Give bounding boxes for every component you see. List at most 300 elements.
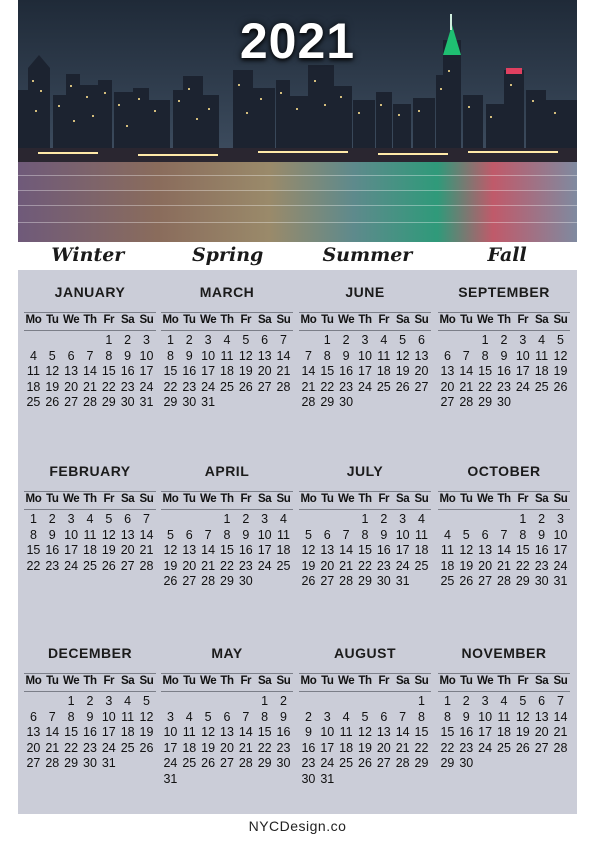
day-cell: 15	[163, 364, 178, 378]
day-cell: 4	[86, 512, 94, 526]
empty-cell	[180, 512, 199, 528]
weekday-label: Sa	[396, 314, 410, 326]
day-cell: 2	[462, 694, 470, 708]
month-name: JANUARY	[54, 284, 126, 300]
day-cell: 21	[83, 379, 97, 394]
weekday-label: Th	[358, 493, 372, 505]
day-cell: 3	[323, 709, 331, 724]
day-cell: 16	[238, 543, 253, 557]
day-cell: 6	[67, 348, 75, 363]
day-cell: 17	[257, 543, 272, 557]
day-grid	[24, 512, 156, 574]
weekday-label: Tu	[460, 493, 473, 505]
day-cell: 22	[358, 558, 372, 573]
day-cell: 15	[64, 725, 79, 739]
day-cell: 22	[26, 558, 41, 573]
weekday-label: Th	[220, 675, 234, 687]
day-cell: 31	[553, 574, 568, 588]
day-cell: 8	[261, 709, 269, 724]
day-cell: 6	[223, 709, 231, 724]
day-cell: 22	[478, 379, 493, 394]
weekday-label: Mo	[300, 675, 317, 687]
day-cell: 12	[45, 364, 60, 378]
weekday-label: Su	[414, 675, 429, 687]
day-cell: 18	[83, 543, 97, 557]
day-cell: 14	[201, 543, 216, 557]
weekday-label: Th	[83, 493, 97, 505]
day-cell: 15	[440, 725, 455, 739]
day-cell: 19	[101, 543, 116, 557]
day-cell: 1	[67, 694, 75, 708]
day-cell: 6	[481, 527, 489, 542]
day-cell: 2	[185, 333, 193, 347]
day-cell: 30	[497, 395, 511, 409]
day-grid	[299, 333, 431, 411]
day-cell: 2	[48, 512, 56, 526]
day-cell: 16	[339, 364, 354, 378]
day-cell: 16	[497, 364, 511, 378]
day-cell: 20	[220, 740, 234, 755]
day-cell: 3	[143, 333, 150, 347]
day-cell: 17	[395, 543, 410, 557]
month-block	[438, 282, 570, 411]
weekday-header	[24, 312, 156, 331]
day-cell: 21	[301, 379, 316, 394]
empty-cell	[374, 694, 393, 710]
day-cell: 27	[257, 379, 272, 394]
month-name: AUGUST	[333, 645, 397, 661]
day-cell: 4	[124, 694, 132, 708]
day-cell: 14	[238, 725, 253, 739]
day-cell: 18	[182, 740, 197, 755]
day-cell: 8	[29, 527, 37, 542]
day-cell: 2	[86, 694, 94, 708]
weekday-label: Su	[414, 493, 429, 505]
month-block	[161, 282, 293, 411]
empty-cell	[318, 512, 337, 528]
empty-cell	[236, 694, 255, 710]
day-cell: 1	[443, 694, 451, 708]
day-cell: 26	[139, 740, 154, 755]
day-cell: 21	[395, 740, 410, 755]
day-cell: 20	[257, 364, 272, 378]
day-cell: 28	[497, 574, 511, 588]
day-cell: 7	[500, 527, 508, 542]
day-cell: 23	[238, 558, 253, 573]
weekday-label: Sa	[258, 314, 272, 326]
weekday-label: Mo	[439, 493, 456, 505]
weekday-label: Su	[553, 493, 568, 505]
day-cell: 1	[261, 694, 269, 708]
day-cell: 20	[534, 725, 549, 739]
day-cell: 27	[320, 574, 335, 588]
day-cell: 30	[459, 756, 474, 770]
day-cell: 9	[185, 348, 193, 363]
day-cell: 1	[29, 512, 37, 526]
day-cell: 14	[139, 527, 154, 542]
day-cell: 8	[418, 709, 425, 724]
weekday-label: Fr	[378, 493, 390, 505]
weekday-label: Th	[83, 675, 97, 687]
day-cell: 29	[220, 574, 234, 588]
day-grid	[161, 333, 293, 411]
day-cell: 8	[223, 527, 231, 542]
day-cell: 30	[182, 395, 197, 409]
day-cell: 3	[399, 512, 407, 526]
day-cell: 21	[238, 740, 253, 755]
day-cell: 5	[105, 512, 113, 526]
day-cell: 11	[182, 725, 196, 739]
day-cell: 23	[45, 558, 60, 573]
day-cell: 5	[242, 333, 250, 347]
month-block	[24, 461, 156, 574]
day-cell: 22	[220, 558, 234, 573]
day-cell: 5	[143, 694, 150, 708]
day-cell: 21	[201, 558, 216, 573]
day-cell: 19	[139, 725, 154, 739]
day-cell: 11	[440, 543, 454, 557]
day-cell: 15	[220, 543, 234, 557]
day-cell: 25	[83, 558, 97, 573]
day-cell: 9	[500, 348, 508, 363]
day-cell: 11	[414, 527, 428, 542]
month-name: MAY	[211, 645, 243, 661]
weekday-label: Fr	[103, 314, 115, 326]
day-cell: 2	[242, 512, 250, 526]
day-cell: 23	[182, 379, 197, 394]
day-cell: 6	[418, 333, 425, 347]
day-grid	[438, 333, 570, 411]
day-cell: 6	[124, 512, 132, 526]
day-cell: 7	[280, 333, 287, 347]
day-cell: 25	[497, 740, 511, 755]
empty-cell	[356, 694, 375, 710]
day-cell: 30	[238, 574, 253, 588]
day-cell: 17	[320, 740, 335, 755]
day-cell: 13	[120, 527, 135, 542]
empty-cell	[161, 694, 180, 710]
weekday-label: Mo	[25, 493, 42, 505]
season-label: Spring	[191, 244, 264, 266]
day-cell: 21	[339, 558, 354, 573]
weekday-label: Sa	[258, 675, 272, 687]
day-cell: 28	[139, 558, 154, 573]
day-cell: 26	[201, 756, 216, 770]
day-cell: 16	[376, 543, 391, 557]
day-cell: 7	[86, 348, 94, 363]
day-cell: 17	[64, 543, 79, 557]
empty-cell	[318, 694, 337, 710]
day-cell: 25	[376, 379, 391, 394]
day-cell: 20	[414, 364, 429, 378]
day-cell: 23	[83, 740, 97, 755]
day-cell: 5	[361, 709, 369, 724]
weekday-label: Tu	[321, 493, 334, 505]
weekday-label: Mo	[162, 675, 179, 687]
day-cell: 18	[26, 379, 41, 394]
day-cell: 14	[497, 543, 511, 557]
empty-cell	[337, 694, 356, 710]
empty-cell	[43, 694, 62, 710]
day-cell: 4	[380, 333, 388, 347]
day-cell: 24	[163, 756, 178, 770]
day-cell: 28	[459, 395, 474, 409]
day-cell: 10	[101, 709, 116, 724]
day-cell: 23	[339, 379, 354, 394]
empty-cell	[218, 694, 237, 710]
weekday-label: Th	[358, 314, 372, 326]
weekday-header	[161, 312, 293, 331]
day-cell: 17	[515, 364, 530, 378]
day-cell: 19	[201, 740, 216, 755]
day-cell: 5	[399, 333, 407, 347]
day-cell: 14	[83, 364, 97, 378]
day-cell: 9	[124, 348, 132, 363]
day-cell: 1	[361, 512, 369, 526]
day-cell: 27	[120, 558, 135, 573]
day-cell: 24	[257, 558, 272, 573]
day-cell: 1	[481, 333, 489, 347]
day-cell: 10	[257, 527, 272, 542]
day-cell: 16	[182, 364, 197, 378]
day-cell: 13	[220, 725, 234, 739]
day-cell: 25	[26, 395, 41, 409]
day-cell: 19	[395, 364, 410, 378]
empty-cell	[24, 694, 43, 710]
day-cell: 26	[45, 395, 60, 409]
day-cell: 27	[440, 395, 455, 409]
empty-cell	[438, 512, 457, 528]
weekday-label: Sa	[121, 493, 135, 505]
footer-credit: NYCDesign.co	[248, 818, 347, 834]
day-cell: 24	[395, 558, 410, 573]
day-cell: 22	[257, 740, 272, 755]
day-cell: 29	[163, 395, 178, 409]
weekday-label: Tu	[46, 314, 59, 326]
day-cell: 11	[276, 527, 290, 542]
day-cell: 30	[120, 395, 135, 409]
day-cell: 7	[242, 709, 250, 724]
day-cell: 26	[101, 558, 116, 573]
day-cell: 6	[443, 348, 451, 363]
month-block	[299, 282, 431, 411]
day-cell: 13	[376, 725, 391, 739]
day-cell: 27	[26, 756, 41, 770]
empty-cell	[476, 512, 495, 528]
day-cell: 21	[553, 725, 568, 739]
day-cell: 30	[83, 756, 97, 770]
day-cell: 13	[320, 543, 335, 557]
weekday-label: Sa	[121, 314, 135, 326]
day-cell: 17	[101, 725, 116, 739]
day-cell: 1	[418, 694, 425, 708]
day-cell: 11	[535, 348, 549, 363]
day-cell: 3	[204, 333, 212, 347]
weekday-label: Th	[497, 493, 511, 505]
month-name: FEBRUARY	[49, 463, 131, 479]
weekday-label: Tu	[183, 675, 196, 687]
day-cell: 13	[478, 543, 493, 557]
weekday-label: Tu	[460, 314, 473, 326]
day-cell: 28	[553, 740, 568, 755]
weekday-label: We	[62, 493, 80, 505]
day-cell: 4	[280, 512, 287, 526]
empty-cell	[43, 333, 62, 349]
weekday-label: Th	[497, 314, 511, 326]
day-cell: 11	[339, 725, 353, 739]
day-cell: 28	[45, 756, 60, 770]
weekday-label: Fr	[103, 493, 115, 505]
day-cell: 17	[553, 543, 568, 557]
month-name: JUNE	[345, 284, 385, 300]
day-cell: 19	[515, 725, 530, 739]
day-cell: 16	[276, 725, 291, 739]
day-cell: 12	[459, 543, 474, 557]
day-cell: 5	[166, 527, 174, 542]
day-cell: 12	[139, 709, 154, 724]
month-name: OCTOBER	[467, 463, 541, 479]
day-cell: 29	[320, 395, 335, 409]
day-cell: 16	[301, 740, 316, 755]
day-cell: 12	[515, 709, 530, 724]
day-cell: 8	[67, 709, 75, 724]
weekday-label: Fr	[378, 314, 390, 326]
day-cell: 24	[139, 379, 154, 394]
day-cell: 9	[86, 709, 94, 724]
weekday-label: Tu	[46, 675, 59, 687]
empty-cell	[393, 694, 412, 710]
day-cell: 4	[443, 527, 451, 542]
weekday-label: Tu	[321, 675, 334, 687]
day-cell: 21	[139, 543, 154, 557]
empty-cell	[337, 512, 356, 528]
day-cell: 10	[320, 725, 335, 739]
day-cell: 10	[478, 709, 493, 724]
day-cell: 24	[64, 558, 79, 573]
weekday-label: Mo	[162, 314, 179, 326]
day-cell: 26	[553, 379, 568, 394]
day-cell: 8	[105, 348, 113, 363]
weekday-label: We	[199, 493, 217, 505]
weekday-header	[24, 491, 156, 510]
day-cell: 8	[443, 709, 451, 724]
day-cell: 23	[120, 379, 135, 394]
day-cell: 22	[320, 379, 335, 394]
day-cell: 4	[538, 333, 546, 347]
day-cell: 6	[380, 709, 388, 724]
day-cell: 10	[163, 725, 178, 739]
day-cell: 28	[238, 756, 253, 770]
weekday-label: Tu	[460, 675, 473, 687]
day-cell: 9	[48, 527, 56, 542]
weekday-label: Sa	[258, 493, 272, 505]
day-cell: 13	[26, 725, 41, 739]
day-cell: 18	[534, 364, 549, 378]
month-name: JULY	[346, 463, 384, 479]
day-cell: 28	[201, 574, 216, 588]
day-cell: 26	[515, 740, 530, 755]
day-grid	[24, 333, 156, 411]
day-cell: 16	[45, 543, 60, 557]
day-cell: 10	[395, 527, 410, 542]
day-cell: 2	[538, 512, 546, 526]
day-cell: 3	[67, 512, 75, 526]
weekday-label: Mo	[162, 493, 179, 505]
weekday-header	[438, 673, 570, 692]
day-cell: 20	[440, 379, 455, 394]
day-cell: 19	[301, 558, 316, 573]
day-cell: 17	[478, 725, 493, 739]
weekday-header	[161, 673, 293, 692]
weekday-label: Mo	[439, 314, 456, 326]
weekday-header	[438, 491, 570, 510]
empty-cell	[299, 694, 318, 710]
day-cell: 17	[163, 740, 178, 755]
day-cell: 13	[182, 543, 197, 557]
weekday-label: Su	[276, 493, 291, 505]
day-cell: 23	[301, 756, 316, 770]
day-cell: 28	[83, 395, 97, 409]
weekday-label: Su	[139, 493, 154, 505]
day-cell: 16	[459, 725, 474, 739]
day-cell: 19	[45, 379, 60, 394]
weekday-label: Tu	[183, 493, 196, 505]
weekday-label: Tu	[321, 314, 334, 326]
day-cell: 7	[143, 512, 150, 526]
weekday-label: Th	[497, 675, 511, 687]
day-cell: 7	[399, 709, 407, 724]
day-cell: 3	[166, 709, 174, 724]
month-block	[438, 461, 570, 590]
day-cell: 4	[29, 348, 37, 363]
day-cell: 27	[64, 395, 79, 409]
day-cell: 20	[478, 558, 493, 573]
day-cell: 3	[105, 694, 113, 708]
day-cell: 30	[301, 771, 316, 786]
day-cell: 15	[478, 364, 493, 378]
day-cell: 10	[515, 348, 530, 363]
day-cell: 22	[515, 558, 530, 573]
day-cell: 13	[440, 364, 455, 378]
empty-cell	[495, 512, 514, 528]
day-cell: 29	[440, 756, 455, 770]
day-cell: 25	[220, 379, 234, 394]
weekday-label: Sa	[535, 675, 549, 687]
day-cell: 18	[497, 725, 511, 739]
weekday-label: Fr	[240, 675, 252, 687]
day-cell: 10	[553, 527, 568, 542]
day-cell: 4	[185, 709, 193, 724]
weekday-label: Su	[276, 675, 291, 687]
day-cell: 21	[497, 558, 511, 573]
month-block	[161, 461, 293, 590]
day-cell: 11	[220, 348, 234, 363]
day-cell: 25	[276, 558, 291, 573]
day-cell: 4	[342, 709, 350, 724]
weekday-label: We	[476, 493, 494, 505]
day-cell: 7	[48, 709, 56, 724]
day-cell: 8	[166, 348, 174, 363]
weekday-label: Fr	[240, 493, 252, 505]
day-cell: 20	[26, 740, 41, 755]
day-cell: 19	[358, 740, 372, 755]
day-cell: 12	[395, 348, 410, 363]
weekday-header	[161, 491, 293, 510]
month-name: NOVEMBER	[461, 645, 547, 661]
day-cell: 27	[414, 379, 429, 394]
empty-cell	[62, 333, 81, 349]
weekday-label: We	[199, 314, 217, 326]
